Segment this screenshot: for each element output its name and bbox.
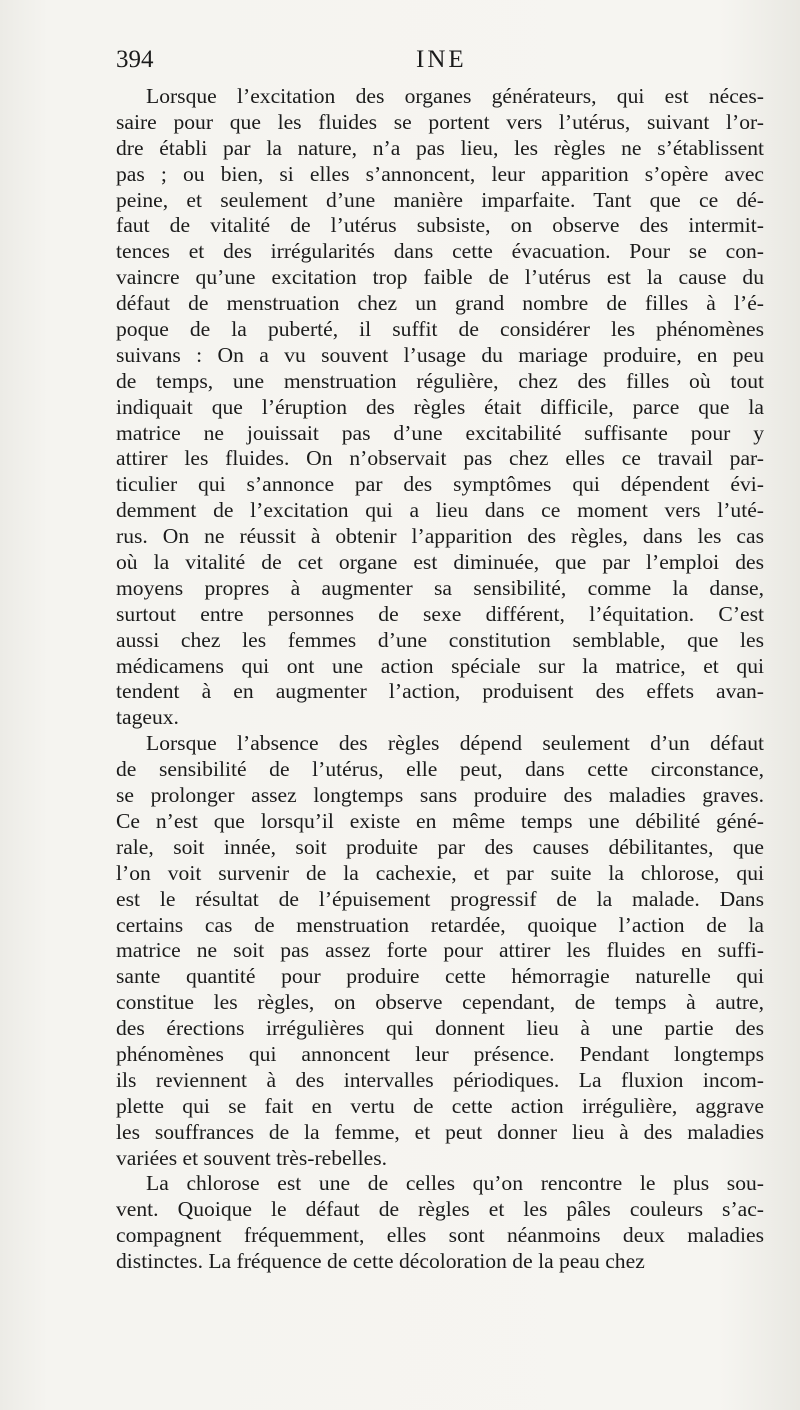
paragraph (116, 84, 764, 731)
text-line: La chlorose est une de celles qu’on rencontre le plus sou- (146, 1171, 764, 1196)
text-line: défaut de menstruation chez un grand nombre de filles à l’é- (116, 291, 764, 316)
text-line: variées et souvent très-rebelles. (116, 1145, 388, 1170)
text-line: des érections irrégulières qui donnent lieu à une partie des (116, 1016, 764, 1041)
text-line: dre établi par la nature, n’a pas lieu, les règles ne s’établissent (116, 135, 764, 160)
text-line: peine, et seulement d’une manière imparfaite. Tant que ce dé- (116, 187, 764, 212)
text-line: surtout entre personnes de sexe différent, l’équitation. C’est (116, 601, 764, 626)
text-line: où la vitalité de cet organe est diminuée, que par l’emploi des (116, 550, 764, 575)
text-line: matrice ne soit pas assez forte pour attirer les fluides en suffi- (116, 938, 764, 963)
text-line: suivans : On a vu souvent l’usage du mariage produire, en peu (116, 342, 764, 367)
text-line: constitue les règles, on observe cependant, de temps à autre, (116, 990, 764, 1015)
text-line: compagnent fréquemment, elles sont néanmoins deux maladies (116, 1223, 764, 1248)
text-line: se prolonger assez longtemps sans produire des maladies graves. (116, 783, 764, 808)
text-line: Lorsque l’absence des règles dépend seulement d’un défaut (146, 731, 764, 756)
text-line: médicamens qui ont une action spéciale sur la matrice, et qui (116, 653, 764, 678)
text-line: distinctes. La fréquence de cette décoloration de la peau chez (116, 1249, 645, 1274)
text-line: pas ; ou bien, si elles s’annoncent, leur apparition s’opère avec (116, 161, 764, 186)
text-line: plette qui se fait en vertu de cette action irrégulière, aggrave (116, 1093, 764, 1118)
page-number: 394 (116, 46, 154, 73)
text-line: rale, soit innée, soit produite par des causes débilitantes, que (116, 834, 764, 859)
text-line: demment de l’excitation qui a lieu dans ce moment vers l’uté- (116, 498, 764, 523)
text-line: matrice ne jouissait pas d’une excitabilité suffisante pour y (116, 420, 764, 445)
text-line: attirer les fluides. On n’observait pas chez elles ce travail par- (116, 446, 764, 471)
text-line: indiquait que l’éruption des règles était difficile, parce que la (116, 394, 764, 419)
text-line: l’on voit survenir de la cachexie, et par suite la chlorose, qui (116, 860, 764, 885)
running-head: INE (416, 46, 467, 73)
text-line: phénomènes qui annoncent leur présence. Pendant longtemps (116, 1041, 764, 1066)
text-line: de temps, une menstruation régulière, chez des filles où tout (116, 368, 764, 393)
text-line: certains cas de menstruation retardée, quoique l’action de la (116, 912, 764, 937)
text-line: aussi chez les femmes d’une constitution semblable, que les (116, 627, 764, 652)
text-line: saire pour que les fluides se portent vers l’utérus, suivant l’or- (116, 109, 764, 134)
text-line: vaincre qu’une excitation trop faible de l’utérus est la cause du (116, 265, 764, 290)
text-line: moyens propres à augmenter sa sensibilité, comme la danse, (116, 575, 764, 600)
paragraph (116, 731, 764, 1171)
text-line: tageux. (116, 705, 179, 730)
text-line: rus. On ne réussit à obtenir l’apparition des règles, dans les cas (116, 524, 764, 549)
text-line: sante quantité pour produire cette hémorragie naturelle qui (116, 964, 764, 989)
text-line: faut de vitalité de l’utérus subsiste, on observe des intermit- (116, 213, 764, 238)
body-text (116, 84, 764, 1275)
text-line: Lorsque l’excitation des organes générateurs, qui est néces- (146, 84, 764, 108)
text-line: les souffrances de la femme, et peut donner lieu à des maladies (116, 1119, 764, 1144)
page-header (116, 46, 770, 82)
text-line: vent. Quoique le défaut de règles et les pâles couleurs s’ac- (116, 1197, 764, 1222)
text-line: poque de la puberté, il suffit de considérer les phénomènes (116, 317, 764, 342)
text-line: tendent à en augmenter l’action, produisent des effets avan- (116, 679, 764, 704)
text-line: Ce n’est que lorsqu’il existe en même temps une débilité géné- (116, 808, 764, 833)
text-line: de sensibilité de l’utérus, elle peut, dans cette circonstance, (116, 757, 764, 782)
text-line: ils reviennent à des intervalles périodiques. La fluxion incom- (116, 1067, 764, 1092)
text-line: tences et des irrégularités dans cette évacuation. Pour se con- (116, 239, 764, 264)
text-line: ticulier qui s’annonce par des symptômes qui dépendent évi- (116, 472, 764, 497)
text-line: est le résultat de l’épuisement progressif de la malade. Dans (116, 886, 764, 911)
paragraph (116, 1171, 764, 1275)
